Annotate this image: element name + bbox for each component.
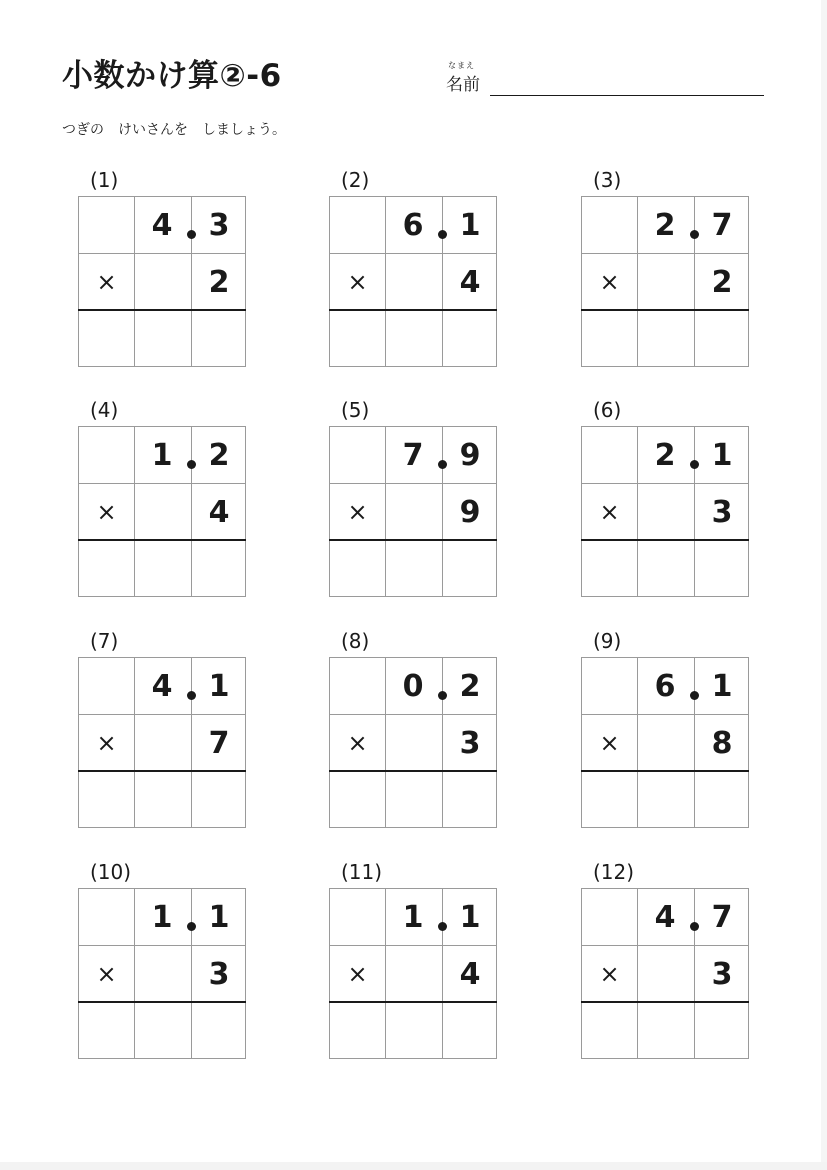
answer-cell[interactable]: [79, 1003, 134, 1058]
multiplier-digit: 3: [711, 957, 733, 992]
answer-cell[interactable]: [582, 1003, 637, 1058]
answer-cell[interactable]: [638, 311, 693, 366]
answer-cell[interactable]: [386, 772, 441, 827]
answer-cell[interactable]: [79, 311, 134, 366]
multiplier-digit: 4: [459, 957, 481, 992]
problem-number: (9): [593, 629, 622, 653]
multiplicand-ones-digit: 1: [459, 208, 481, 243]
name-field: [446, 60, 766, 100]
calculation-grid: [329, 426, 497, 597]
answer-cell[interactable]: [330, 772, 385, 827]
calculation-grid: [78, 657, 246, 828]
page-edge-bottom: [0, 1162, 827, 1170]
multiply-sign: ×: [599, 729, 620, 757]
answer-cell[interactable]: [443, 311, 497, 366]
answer-cell[interactable]: [330, 541, 385, 596]
answer-cell[interactable]: [638, 772, 693, 827]
multiplicand-ones-digit: 1: [208, 669, 230, 704]
name-write-line[interactable]: [490, 95, 764, 96]
answer-cell[interactable]: [386, 541, 441, 596]
problem-card: [329, 170, 499, 380]
decimal-point: [690, 230, 699, 239]
answer-cell[interactable]: [582, 541, 637, 596]
multiplicand-tens-digit: 1: [151, 900, 173, 935]
multiplicand-ones-digit: 7: [711, 208, 733, 243]
multiplier-digit: 4: [208, 495, 230, 530]
problem-number: (7): [90, 629, 119, 653]
multiplicand-ones-digit: 1: [459, 900, 481, 935]
calculation-grid: [581, 196, 749, 367]
answer-cell[interactable]: [192, 541, 246, 596]
answer-cell[interactable]: [192, 311, 246, 366]
multiply-sign: ×: [347, 268, 368, 296]
decimal-point: [187, 460, 196, 469]
decimal-point: [690, 922, 699, 931]
problem-card: [78, 862, 248, 1072]
multiply-sign: ×: [347, 498, 368, 526]
problem-card: [581, 631, 751, 841]
multiplicand-ones-digit: 1: [208, 900, 230, 935]
multiplier-digit: 2: [711, 265, 733, 300]
decimal-point: [690, 460, 699, 469]
answer-cell[interactable]: [443, 541, 497, 596]
multiplicand-tens-digit: 4: [654, 900, 676, 935]
answer-cell[interactable]: [330, 1003, 385, 1058]
multiply-sign: ×: [599, 268, 620, 296]
answer-cell[interactable]: [192, 1003, 246, 1058]
problem-card: [78, 400, 248, 610]
calculation-grid: [329, 888, 497, 1059]
answer-cell[interactable]: [79, 772, 134, 827]
decimal-point: [438, 460, 447, 469]
answer-cell[interactable]: [79, 541, 134, 596]
instruction-text: つぎの けいさんを しましょう。: [62, 122, 286, 138]
problem-number: (12): [593, 860, 635, 884]
problem-card: [581, 400, 751, 610]
calculation-grid: [78, 426, 246, 597]
multiplicand-ones-digit: 9: [459, 438, 481, 473]
calculation-grid: [329, 657, 497, 828]
multiplicand-tens-digit: 6: [402, 208, 424, 243]
decimal-point: [690, 691, 699, 700]
problem-number: (5): [341, 398, 370, 422]
multiply-sign: ×: [96, 498, 117, 526]
answer-cell[interactable]: [582, 772, 637, 827]
answer-cell[interactable]: [695, 311, 749, 366]
multiplicand-ones-digit: 3: [208, 208, 230, 243]
decimal-point: [187, 691, 196, 700]
decimal-point: [187, 922, 196, 931]
multiplier-digit: 4: [459, 265, 481, 300]
name-ruby: なまえ: [448, 61, 475, 70]
multiplicand-tens-digit: 2: [654, 438, 676, 473]
multiplicand-ones-digit: 2: [459, 669, 481, 704]
calculation-grid: [78, 888, 246, 1059]
decimal-point: [438, 691, 447, 700]
multiplier-digit: 2: [208, 265, 230, 300]
answer-cell[interactable]: [695, 1003, 749, 1058]
multiply-sign: ×: [96, 960, 117, 988]
multiplicand-tens-digit: 4: [151, 669, 173, 704]
multiply-sign: ×: [96, 729, 117, 757]
problem-number: (6): [593, 398, 622, 422]
calculation-grid: [78, 196, 246, 367]
multiplier-digit: 3: [711, 495, 733, 530]
multiplicand-tens-digit: 6: [654, 669, 676, 704]
problem-card: [78, 631, 248, 841]
multiplicand-ones-digit: 7: [711, 900, 733, 935]
answer-cell[interactable]: [330, 311, 385, 366]
problem-number: (4): [90, 398, 119, 422]
problem-number: (11): [341, 860, 383, 884]
decimal-point: [438, 922, 447, 931]
multiplicand-ones-digit: 2: [208, 438, 230, 473]
problem-number: (3): [593, 168, 622, 192]
answer-cell[interactable]: [386, 311, 441, 366]
multiplier-digit: 3: [459, 726, 481, 761]
multiply-sign: ×: [599, 498, 620, 526]
multiplier-digit: 9: [459, 495, 481, 530]
problem-card: [581, 170, 751, 380]
answer-cell[interactable]: [582, 311, 637, 366]
answer-cell[interactable]: [192, 772, 246, 827]
answer-cell[interactable]: [135, 772, 190, 827]
multiplicand-ones-digit: 1: [711, 438, 733, 473]
calculation-grid: [581, 657, 749, 828]
calculation-grid: [581, 888, 749, 1059]
multiply-sign: ×: [347, 960, 368, 988]
multiplicand-tens-digit: 4: [151, 208, 173, 243]
worksheet-title: 小数かけ算②-6: [62, 58, 282, 94]
multiply-sign: ×: [347, 729, 368, 757]
multiplicand-ones-digit: 1: [711, 669, 733, 704]
multiplicand-tens-digit: 1: [402, 900, 424, 935]
problem-card: [78, 170, 248, 380]
problem-number: (2): [341, 168, 370, 192]
page-edge-right: [821, 0, 827, 1170]
answer-cell[interactable]: [135, 311, 190, 366]
decimal-point: [438, 230, 447, 239]
answer-cell[interactable]: [695, 541, 749, 596]
answer-cell[interactable]: [443, 772, 497, 827]
problem-number: (1): [90, 168, 119, 192]
problem-number: (10): [90, 860, 132, 884]
multiplicand-tens-digit: 7: [402, 438, 424, 473]
problem-card: [329, 862, 499, 1072]
multiply-sign: ×: [599, 960, 620, 988]
multiplicand-tens-digit: 1: [151, 438, 173, 473]
multiplier-digit: 8: [711, 726, 733, 761]
answer-cell[interactable]: [638, 541, 693, 596]
calculation-grid: [581, 426, 749, 597]
problem-number: (8): [341, 629, 370, 653]
multiplicand-tens-digit: 2: [654, 208, 676, 243]
answer-cell[interactable]: [135, 1003, 190, 1058]
multiply-sign: ×: [96, 268, 117, 296]
answer-cell[interactable]: [695, 772, 749, 827]
calculation-grid: [329, 196, 497, 367]
answer-cell[interactable]: [443, 1003, 497, 1058]
problem-card: [329, 631, 499, 841]
multiplier-digit: 7: [208, 726, 230, 761]
multiplicand-tens-digit: 0: [402, 669, 424, 704]
problem-card: [329, 400, 499, 610]
problem-card: [581, 862, 751, 1072]
answer-cell[interactable]: [638, 1003, 693, 1058]
name-label: 名前: [446, 75, 480, 95]
multiplier-digit: 3: [208, 957, 230, 992]
answer-cell[interactable]: [386, 1003, 441, 1058]
answer-cell[interactable]: [135, 541, 190, 596]
decimal-point: [187, 230, 196, 239]
